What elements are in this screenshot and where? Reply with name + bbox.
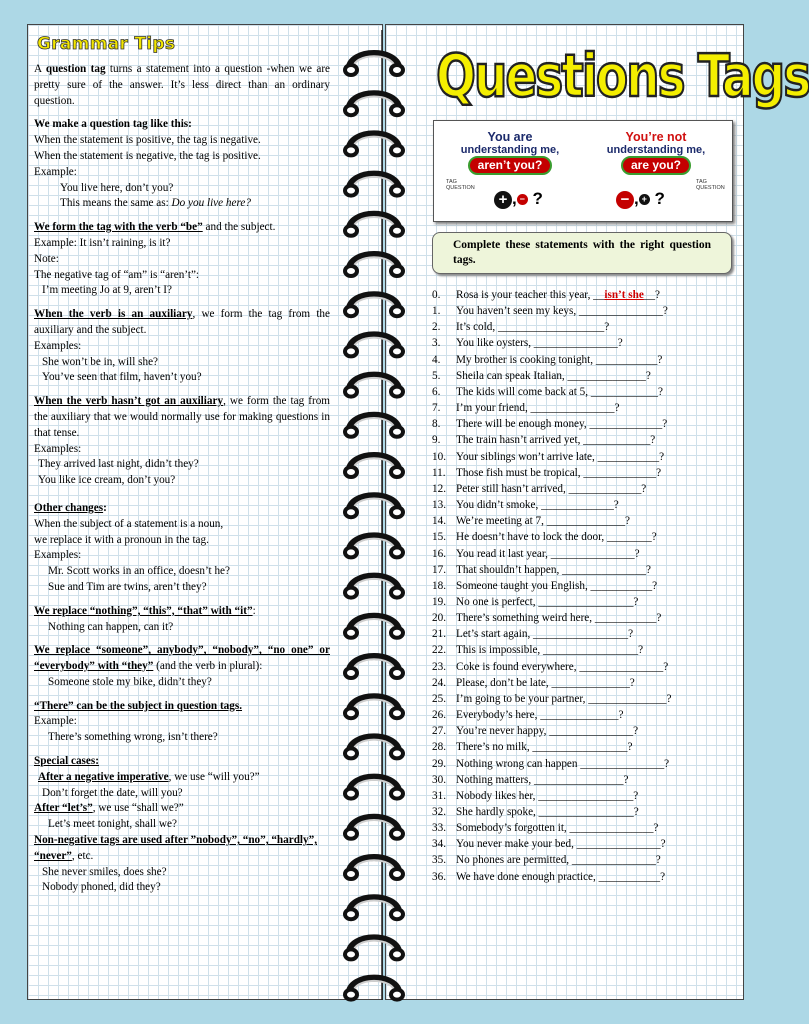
form-note-example: I’m meeting Jo at 9, aren’t I? [42,284,172,297]
exercise-text: Please, don’t be late, ______________? [456,676,635,689]
exercise-number: 25. [432,692,446,705]
nothing-example: Nothing can happen, can it? [48,620,174,633]
exercise-list [432,287,732,885]
exercise-number: 31. [432,789,446,802]
exercise-item [432,739,732,755]
exercise-text: Nothing matters, ________________? [456,773,629,786]
exercise-item [432,529,732,545]
spiral-ring [345,295,403,317]
exercise-text: I’m going to be your partner, ______________? [456,692,672,705]
exercise-item [432,513,732,529]
exercise-item [432,852,732,868]
exercise-number: 30. [432,773,446,786]
spiral-ring [345,415,403,437]
exercise-number: 18. [432,579,446,592]
aux-heading: When the verb is an auxiliary, we form the tag from the auxiliary and the subject. [34,308,330,336]
exercise-item [432,384,732,400]
special-heading: Special cases: [34,755,99,768]
exercise-text: You’re never happy, _______________? [456,725,639,738]
there-example-label: Example: [34,715,77,728]
exercise-item [432,772,732,788]
exercise-item [432,497,732,513]
exercise-number: 10. [432,450,446,463]
exercise-text: Peter still hasn’t arrived, _____________? [456,482,647,495]
exercise-number: 15. [432,531,446,544]
exercise-item [432,836,732,852]
exercise-text: Somebody’s forgotten it, _______________? [456,822,659,835]
exercise-item [432,368,732,384]
make-example-label: Example: [34,165,77,178]
exercise-text: Everybody’s here, ______________? [456,709,624,722]
exercise-text: We’re meeting at 7, ______________? [456,515,631,528]
positive-example: You are understanding me, aren’t you? [440,131,580,175]
form-note-label: Note: [34,252,59,265]
exercise-text: Rosa is your teacher this year, __isn’t she__? [456,289,661,301]
positive-signs: + , − ? [494,189,543,209]
form-note: The negative tag of “am” is “aren’t”: [34,268,200,281]
exercise-number: 27. [432,725,446,738]
exercise-text: You never make your bed, _______________? [456,838,666,851]
exercise-text: I’m your friend, _______________? [456,402,620,415]
aux-example: You’ve seen that film, haven’t you? [42,371,202,384]
noaux-example: You like ice cream, don’t you? [38,474,176,487]
there-example: There’s something wrong, isn’t there? [48,731,218,744]
exercise-text: You didn’t smoke, _____________? [456,499,619,512]
there-heading: “There” can be the subject in question tags. [34,699,243,712]
spiral-ring [345,335,403,357]
tag-question-label: TAG QUESTION [446,179,475,191]
exercise-text: It’s cold, ___________________? [456,321,610,334]
spiral-ring [345,938,403,960]
aux-example: She won’t be in, will she? [42,355,159,368]
lets-rule: After “let’s”, we use “shall we?” [34,802,184,815]
tag-pill: are you? [621,156,691,175]
spiral-ring [345,94,403,116]
exercise-item [432,642,732,658]
spiral-ring [345,174,403,196]
tag-question-label: TAG QUESTION [696,179,725,191]
exercise-item [432,659,732,675]
exercise-text: There’s no milk, _________________? [456,741,633,754]
exercise-text: No one is perfect, _________________? [456,595,639,608]
spiral-ring [345,898,403,920]
exercise-item [432,691,732,707]
spiral-ring [345,255,403,277]
exercise-number: 26. [432,709,446,722]
exercise-item [432,756,732,772]
exercise-text: That shouldn’t happen, _______________? [456,563,651,576]
grammar-tips-text [34,62,330,896]
exercise-number: 32. [432,806,446,818]
exercise-text: You read it last year, _______________? [456,547,640,560]
exercise-text: Someone taught you English, ___________? [456,579,658,592]
exercise-item [432,562,732,578]
exercise-number: 8. [432,418,441,431]
exercise-number: 17. [432,563,446,576]
spiral-ring [345,616,403,638]
spiral-ring [345,777,403,799]
exercise-number: 22. [432,644,446,657]
form-example: Example: It isn’t raining, is it? [34,236,171,249]
exercise-number: 2. [432,321,441,334]
tag-pill: aren’t you? [468,156,553,175]
exercise-item [432,335,732,351]
exercise-text: Coke is found everywhere, _______________? [456,660,669,673]
neg-imperative-rule: After a negative imperative, we use “will you?” [38,770,260,783]
spiral-ring [345,536,403,558]
noaux-example: They arrived last night, didn’t they? [38,458,199,471]
exercise-number: 5. [432,369,441,382]
exercise-item [432,723,732,739]
spiral-ring [345,657,403,679]
other-line: we replace it with a pronoun in the tag. [34,533,209,546]
neg-imperative-example: Don’t forget the date, will you? [42,786,183,799]
exercise-number: 16. [432,547,446,560]
exercise-text: You haven’t seen my keys, _______________? [456,305,668,318]
nonneg-heading: Non-negative tags are used after ”nobody”, “no”, “hardly”, “never”, etc. [34,834,318,862]
exercise-item [432,820,732,836]
exercise-text: This is impossible, _________________? [456,644,644,657]
exercise-text: Those fish must be tropical, _____________? [456,466,662,479]
exercise-number: 12. [432,482,446,495]
exercise-number: 29. [432,757,446,770]
spiral-ring [345,214,403,236]
example-answer: isn’t she [604,289,644,301]
make-example: This means the same as: Do you live here? [60,197,251,210]
spiral-ring [345,978,403,1000]
exercise-item [432,804,732,820]
negative-signs: − , + ? [616,189,665,209]
exercise-number: 4. [432,353,441,366]
nothing-heading: We replace “nothing”, “this”, “that” with “it”: [34,604,256,617]
exercise-item [432,481,732,497]
make-line: When the statement is positive, the tag is negative. [34,134,261,147]
exercise-item [432,610,732,626]
exercise-number: 3. [432,337,441,350]
grammar-tips-title: Grammar Tips [37,34,176,54]
someone-heading: We replace “someone”, anybody”, “nobody”, “no one” or “everybody” with “they” (and the verb in plural): [34,644,330,673]
exercise-text: There will be enough money, _____________? [456,418,668,431]
exercise-number: 33. [432,822,446,835]
exercise-number: 20. [432,612,446,625]
make-example: You live here, don’t you? [60,181,174,194]
exercise-text: Nobody likes her, _________________? [456,789,639,802]
exercise-number: 36. [432,870,446,883]
exercise-item [432,707,732,723]
exercise-text: The kids will come back at 5, ____________? [456,385,663,398]
exercise-number: 14. [432,515,446,528]
exercise-instruction: Complete these statements with the right question tags. [432,232,732,274]
make-line: When the statement is negative, the tag is positive. [34,149,261,162]
exercise-number: 9. [432,434,441,447]
spiral-ring [345,496,403,518]
minus-sign-icon: − [517,194,528,205]
exercise-item [432,675,732,691]
exercise-item [432,303,732,319]
spiral-ring [345,375,403,397]
exercise-number: 35. [432,854,446,867]
spiral-ring [345,817,403,839]
spiral-ring [345,134,403,156]
exercise-number: 21. [432,628,446,641]
other-example: Sue and Tim are twins, aren’t they? [48,580,207,593]
exercise-number: 24. [432,676,446,689]
spiral-ring [345,858,403,880]
nonneg-example: She never smiles, does she? [42,865,167,878]
nonneg-example: Nobody phoned, did they? [42,881,161,894]
tag-illustration [433,120,733,222]
other-heading: Other changes: [34,501,107,514]
spiral-ring [345,54,403,76]
intro-paragraph: A question tag turns a statement into a question -when we are pretty sure of the answer. It’s less direct than an ordinary question. [34,63,331,107]
exercise-item [432,449,732,465]
make-heading: We make a question tag like this: [34,118,192,131]
exercise-item [432,432,732,448]
lets-example: Let’s meet tonight, shall we? [48,818,177,831]
exercise-text: My brother is cooking tonight, ___________? [456,353,663,366]
noaux-heading: When the verb hasn’t got an auxiliary, we form the tag from the auxiliary that we would normally use for making questions in that tense. [34,395,331,439]
plus-sign-icon: + [494,191,512,209]
exercise-text: No phones are permitted, _______________? [456,854,661,867]
exercise-number: 6. [432,385,441,398]
spiral-binding-icon [343,30,405,1000]
aux-examples-label: Examples: [34,339,82,352]
negative-example: You’re not understanding me, are you? [586,131,726,175]
questions-tags-title: Questions Tags [436,42,809,111]
exercise-number: 28. [432,741,446,754]
exercise-text: We have done enough practice, ___________? [456,870,666,883]
minus-sign-icon: − [616,191,634,209]
exercise-text: Sheila can speak Italian, ______________? [456,369,651,382]
exercise-number: 34. [432,838,446,851]
exercise-item [432,400,732,416]
exercise-number: 19. [432,595,446,608]
other-example: Mr. Scott works in an office, doesn’t he? [48,565,230,578]
exercise-item [432,578,732,594]
exercise-item [432,352,732,368]
noaux-examples-label: Examples: [34,442,82,455]
exercise-number: 11. [432,466,446,479]
other-line: When the subject of a statement is a noun, [34,517,224,530]
exercise-text: She hardly spoke, _________________? [456,806,639,818]
exercise-text: He doesn’t have to lock the door, ________? [456,531,657,544]
exercise-item [432,319,732,335]
spiral-ring [345,697,403,719]
plus-sign-icon: + [639,194,650,205]
exercise-number: 1. [432,305,441,318]
exercise-item [432,869,732,885]
exercise-number: 13. [432,499,446,512]
exercise-text: The train hasn’t arrived yet, ____________? [456,434,656,447]
someone-example: Someone stole my bike, didn’t they? [48,675,212,688]
exercise-item [432,546,732,562]
exercise-item [432,788,732,804]
exercise-item [432,416,732,432]
spiral-ring [345,456,403,478]
exercise-item [432,594,732,610]
exercise-text: Your siblings won’t arrive late, ___________? [456,450,665,463]
exercise-text: You like oysters, _______________? [456,337,623,350]
exercise-number: 23. [432,660,446,673]
exercise-text: Let’s start again, _________________? [456,628,634,641]
exercise-item [432,465,732,481]
exercise-text: Nothing wrong can happen _______________? [456,757,670,770]
exercise-number: 7. [432,402,441,415]
other-examples-label: Examples: [34,549,82,562]
exercise-item [432,287,732,303]
spiral-ring [345,737,403,759]
exercise-number: 0. [432,289,441,301]
form-heading: We form the tag with the verb “be” and the subject. [34,221,276,234]
exercise-item [432,626,732,642]
exercise-text: There’s something weird here, ___________? [456,612,662,625]
spiral-ring [345,576,403,598]
